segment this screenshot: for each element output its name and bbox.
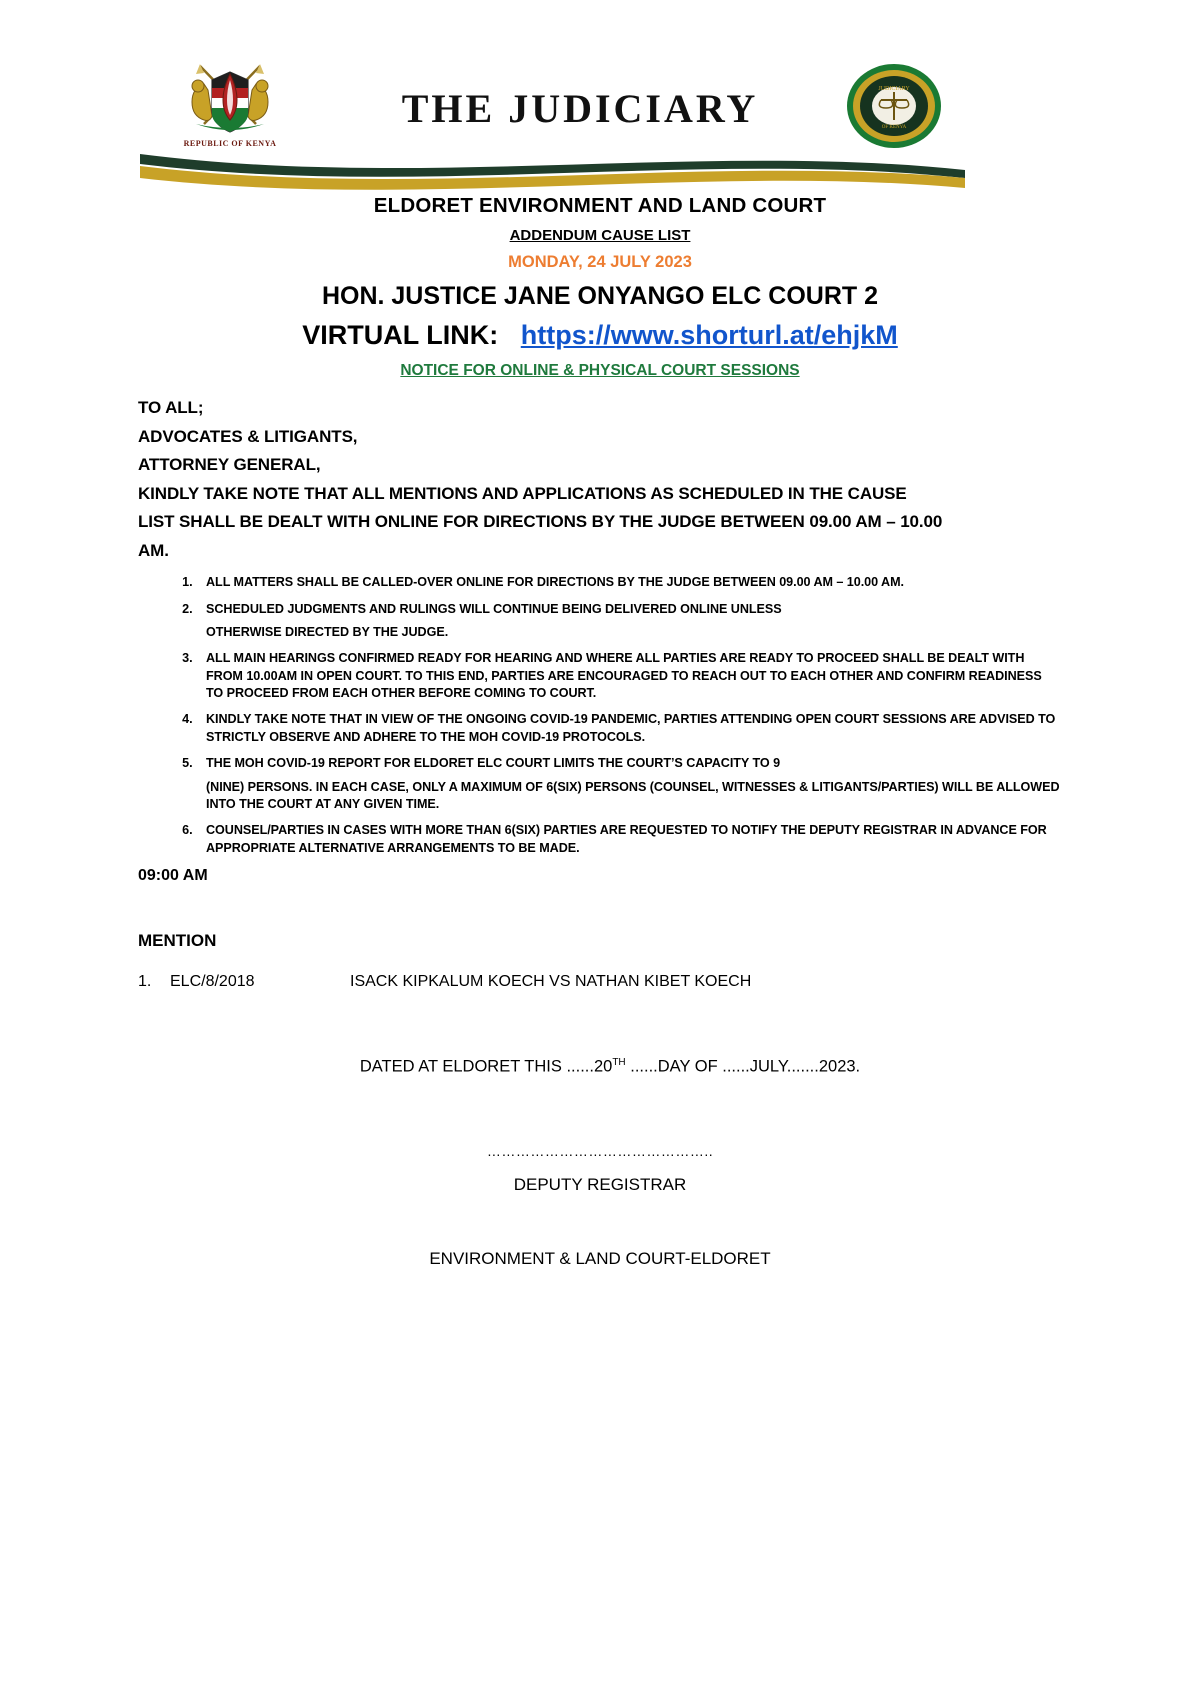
court-footer: ENVIRONMENT & LAND COURT-ELDORET: [429, 1248, 771, 1268]
rule-text: 4. KINDLY TAKE NOTE THAT IN VIEW OF THE ONGOING COVID-19 PANDEMIC, PARTIES ATTENDING OPEN COURT SESSIONS ARE ADVISED TO STRICTLY OBSERVE AND ADHERE TO THE MOH COVID-19 PROTOCOLS.: [206, 712, 1056, 744]
rules-list: [138, 574, 1062, 857]
case-index: 1.: [138, 973, 152, 991]
court-name: ELDORET ENVIRONMENT AND LAND COURT: [373, 194, 827, 217]
cause-list-date: MONDAY, 24 JULY 2023: [508, 253, 692, 271]
rule-text: 2. SCHEDULED JUDGMENTS AND RULINGS WILL CONTINUE BEING DELIVERED ONLINE UNLESS: [206, 601, 782, 616]
coat-of-arms: [160, 58, 300, 153]
case-parties: ISACK KIPKALUM KOECH VS NATHAN KIBET KOECH: [350, 973, 752, 991]
rule-item: [196, 822, 1062, 857]
section-heading-mention: MENTION: [138, 931, 217, 951]
coat-of-arms-icon: [170, 58, 290, 138]
addressee-1: ADVOCATES & LITIGANTS,: [138, 426, 358, 446]
rule-item: [196, 574, 1062, 591]
svg-text:OF KENYA: OF KENYA: [881, 125, 907, 130]
table-row: [138, 973, 1062, 991]
header-band: [0, 148, 1200, 194]
preamble-line-2: LIST SHALL BE DEALT WITH ONLINE FOR DIRECTIONS BY THE JUDGE BETWEEN 09.00 AM – 10.00: [138, 512, 943, 532]
coat-of-arms-label: REPUBLIC OF KENYA: [183, 139, 277, 148]
judiciary-seal: [845, 62, 943, 150]
preamble-line-3: AM.: [138, 540, 169, 560]
rule-text: 5. THE MOH COVID-19 REPORT FOR ELDORET ELC COURT LIMITS THE COURT’S CAPACITY TO 9: [206, 756, 781, 771]
rule-text-cont: OTHERWISE DIRECTED BY THE JUDGE.: [206, 624, 449, 639]
rule-item: [196, 601, 1062, 642]
dated-line: [138, 1057, 1062, 1077]
svg-text:JUDICIARY: JUDICIARY: [878, 86, 910, 92]
judge-name: HON. JUSTICE JANE ONYANGO ELC COURT 2: [321, 282, 879, 310]
addressee-2: ATTORNEY GENERAL,: [138, 455, 321, 475]
rule-text: 6. COUNSEL/PARTIES IN CASES WITH MORE THAN 6(SIX) PARTIES ARE REQUESTED TO NOTIFY THE DEPUTY REGISTRAR IN ADVANCE FOR APPROPRIATE ALTERNATIVE ARRANGEMENTS TO BE MADE.: [206, 823, 1047, 855]
virtual-link-label: VIRTUAL LINK:: [302, 320, 499, 350]
virtual-meeting-link[interactable]: https://www.shorturl.at/ehjkM: [520, 320, 898, 350]
session-time: 09:00 AM: [138, 867, 208, 885]
document-body: [0, 194, 1200, 1269]
rule-item: [196, 755, 1062, 813]
virtual-link-row: [138, 320, 1062, 351]
addressee-block: [138, 394, 1062, 564]
rule-item: [196, 650, 1062, 702]
dated-ordinal: TH: [612, 1057, 626, 1069]
rule-item: [196, 711, 1062, 746]
document-header: [0, 0, 1200, 180]
rule-text: 1. ALL MATTERS SHALL BE CALLED-OVER ONLINE FOR DIRECTIONS BY THE JUDGE BETWEEN 09.00 AM – 10.00 AM.: [206, 575, 904, 590]
case-number: ELC/8/2018: [170, 973, 255, 991]
judiciary-seal-icon: [845, 62, 943, 150]
addendum-title: ADDENDUM CAUSE LIST: [509, 227, 691, 244]
addressee-0: TO ALL;: [138, 398, 204, 417]
deputy-registrar-label: DEPUTY REGISTRAR: [513, 1174, 687, 1194]
dated-prefix: DATED AT ELDORET THIS ......20: [359, 1057, 613, 1076]
session-notice: NOTICE FOR ONLINE & PHYSICAL COURT SESSIONS: [400, 362, 800, 379]
judiciary-title: THE JUDICIARY: [401, 86, 759, 131]
dated-suffix: ......DAY OF ......JULY.......2023.: [625, 1057, 861, 1076]
preamble-line-1: KINDLY TAKE NOTE THAT ALL MENTIONS AND APPLICATIONS AS SCHEDULED IN THE CAUSE: [138, 483, 907, 503]
rule-text-cont: (NINE) PERSONS. IN EACH CASE, ONLY A MAXIMUM OF 6(SIX) PERSONS (COUNSEL, WITNESSES & LITIGANTS/PARTIES) WILL BE ALLOWED INTO THE COURT AT ANY GIVEN TIME.: [206, 779, 1060, 811]
signature-line: ………………………………………..: [486, 1142, 714, 1159]
rule-text: 3. ALL MAIN HEARINGS CONFIRMED READY FOR HEARING AND WHERE ALL PARTIES ARE READY TO PROCEED SHALL BE DEALT WITH FROM 10.00AM IN OPEN COURT. TO THIS END, PARTIES ARE ENCOURAGED TO REACH OUT TO EACH OTHER AND CONFIRM READINESS TO PROCEED FROM EACH OTHER BEFORE COMING TO COURT.: [206, 651, 1042, 701]
